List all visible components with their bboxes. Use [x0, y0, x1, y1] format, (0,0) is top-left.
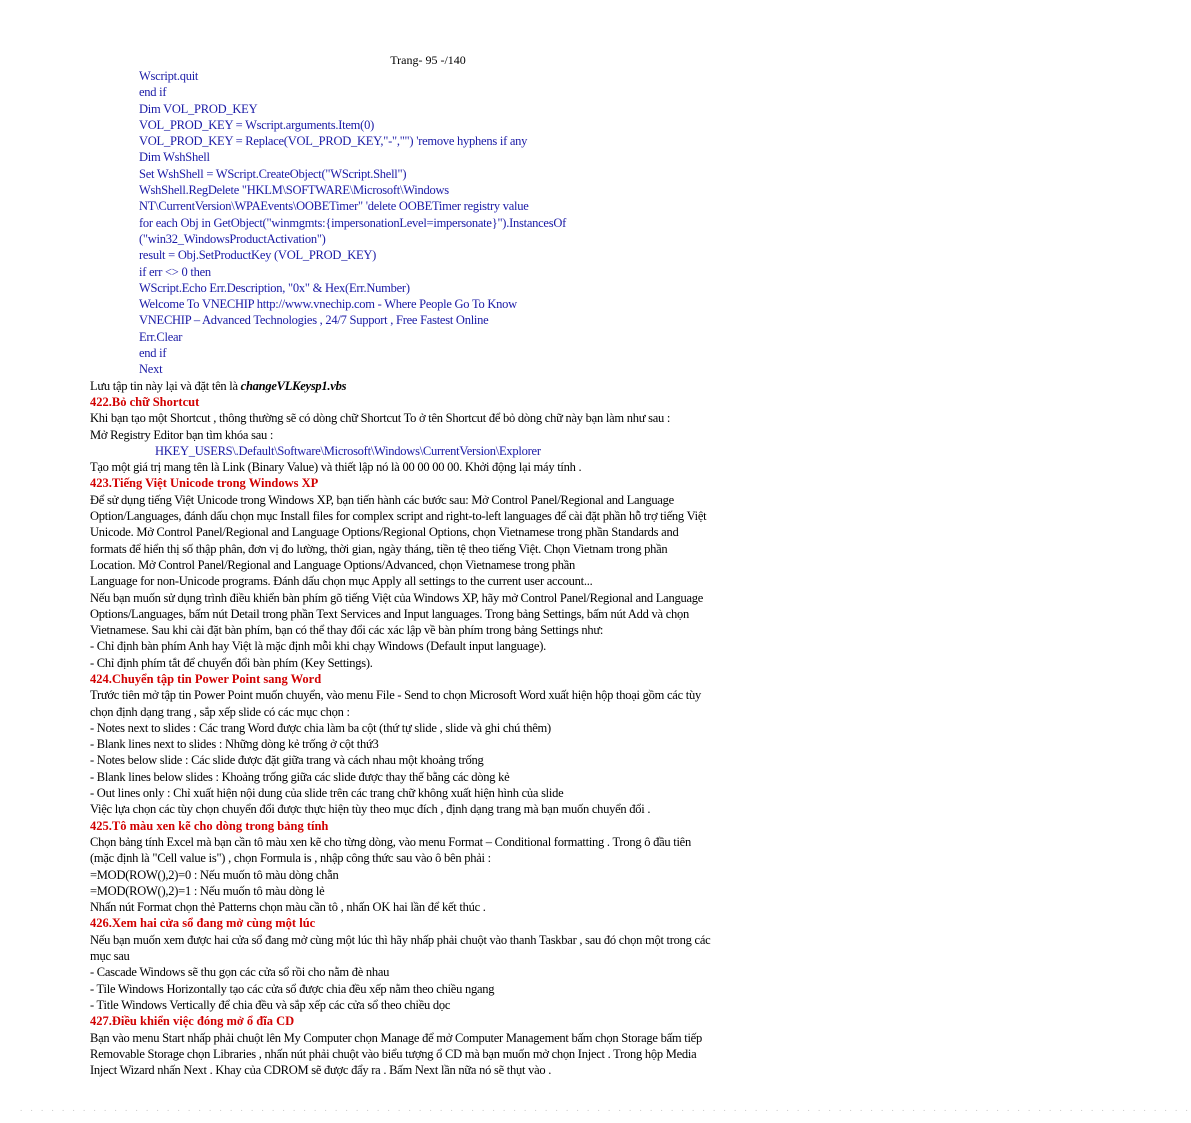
save-note: [90, 378, 796, 394]
section-424-line: - Out lines only : Chỉ xuất hiện nội dung của slide trên các trang chữ không xuất hiện hình của slide: [90, 786, 564, 801]
section-425-line: Nhấn nút Format chọn thẻ Patterns chọn màu cần tô , nhấn OK hai lần để kết thúc .: [90, 900, 486, 915]
code-line: VOL_PROD_KEY = Wscript.arguments.Item(0): [139, 117, 374, 132]
code-line: Dim VOL_PROD_KEY: [139, 101, 258, 116]
section-426-line: - Tile Windows Horizontally tạo các cửa sổ được chia đều xếp nằm theo chiều ngang: [90, 981, 495, 996]
code-line: ("win32_WindowsProductActivation"): [139, 231, 326, 246]
code-line: if err <> 0 then: [139, 264, 211, 279]
section-426-line: - Cascade Windows sẽ thu gọn các cửa sổ rồi cho nằm đè nhau: [90, 965, 390, 980]
section-426-line: - Title Windows Vertically để chia đều và sắp xếp các cửa sổ theo chiều dọc: [90, 997, 451, 1012]
code-line: WshShell.RegDelete "HKLM\SOFTWARE\Microsoft\Windows: [139, 183, 449, 198]
section-422-title: 422.Bỏ chữ Shortcut: [90, 394, 200, 409]
section-423-line: - Chỉ định phím tắt để chuyển đổi bàn phím (Key Settings).: [90, 655, 373, 670]
formula-line: =MOD(ROW(),2)=1 : Nếu muốn tô màu dòng lẻ: [90, 883, 325, 898]
save-note-filename: changeVLKeysp1.vbs: [240, 378, 347, 393]
section-423-line: Option/Languages, đánh dấu chọn mục Install files for complex script and right-to-left languages để cài đặt phần hỗ trợ tiếng Việt: [90, 509, 707, 524]
section-424-line: Việc lựa chọn các tùy chọn chuyển đổi được thực hiện tùy theo mục đích , định dạng trang mà bạn muốn chuyển đổi .: [90, 802, 651, 817]
section-424-line: - Notes next to slides : Các trang Word được chia làm ba cột (thứ tự slide , slide và ghi chú thêm): [90, 720, 551, 735]
section-425-line: Chọn bảng tính Excel mà bạn cần tô màu xen kẽ cho từng dòng, vào menu Format – Conditional formatting . Trong ô đầu tiên: [90, 834, 691, 849]
section-423-line: - Chỉ định bàn phím Anh hay Việt là mặc định mỗi khi chạy Windows (Default input language).: [90, 639, 547, 654]
section-424-line: chọn định dạng trang , sắp xếp slide có các mục chọn :: [90, 704, 350, 719]
code-line: for each Obj in GetObject("winmgmts:{impersonationLevel=impersonate}").InstancesOf: [139, 215, 567, 230]
section-422-line: Mở Registry Editor bạn tìm khóa sau :: [90, 427, 274, 442]
save-note-text: Lưu tập tin này lại và đặt tên là: [90, 378, 241, 393]
code-line: Welcome To VNECHIP http://www.vnechip.com - Where People Go To Know: [139, 297, 517, 312]
code-line: Wscript.quit: [139, 69, 199, 83]
section-423-line: Vietnamese. Sau khi cài đặt bàn phím, bạn có thể thay đổi các xác lập về bàn phím trong bảng Settings như:: [90, 623, 604, 638]
code-line: end if: [139, 346, 167, 361]
section-423-line: Để sử dụng tiếng Việt Unicode trong Windows XP, bạn tiến hành các bước sau: Mở Control Panel/Regional and Language: [90, 492, 674, 507]
section-423-line: Location. Mở Control Panel/Regional and Language Options/Advanced, chọn Vietnamese trong phần: [90, 557, 576, 572]
page-bottom-dotted-border: . . . . . . . . . . . . . . . . . . . . . . . . . . . . . . . . . . . . . . . . . . . . . . . . . . . . . . . . . . . . . . . . . . . . . . . . . . . . . . . . . . . . . . . . . . . . . . . . . . . . . . . . . . . . . . . .: [20, 1103, 1191, 1113]
code-line: NT\CurrentVersion\WPAEvents\OOBETimer" 'delete OOBETimer registry value: [139, 199, 529, 214]
section-423-title: 423.Tiếng Việt Unicode trong Windows XP: [90, 476, 319, 491]
section-423-line: Unicode. Mở Control Panel/Regional and Language Options/Regional Options, chọn Vietnamese trong phần Standards and: [90, 525, 679, 540]
code-line: result = Obj.SetProductKey (VOL_PROD_KEY): [139, 248, 377, 263]
section-426-line: Nếu bạn muốn xem được hai cửa sổ đang mở cùng một lúc thì hãy nhấp phải chuột vào thanh Taskbar , sau đó chọn một trong các: [90, 932, 711, 947]
code-line: VOL_PROD_KEY = Replace(VOL_PROD_KEY,"-","") 'remove hyphens if any: [139, 134, 528, 149]
code-line: end if: [139, 85, 167, 100]
section-423-line: formats để hiển thị số thập phân, đơn vị đo lường, thời gian, ngày tháng, tiền tệ theo tiếng Việt. Chọn Vietnam trong phần: [90, 541, 668, 556]
section-425-title: 425.Tô màu xen kẽ cho dòng trong bảng tính: [90, 818, 329, 833]
section-424-line: - Notes below slide : Các slide được đặt giữa trang và cách nhau một khoảng trống: [90, 753, 484, 768]
section-424-line: Trước tiên mở tập tin Power Point muốn chuyển, vào menu File - Send to chọn Microsoft Word xuất hiện hộp thoại gồm các tùy: [90, 688, 701, 703]
code-line: VNECHIP – Advanced Technologies , 24/7 Support , Free Fastest Online: [139, 313, 489, 328]
section-427-title: 427.Điều khiển việc đóng mở ổ đĩa CD: [90, 1014, 295, 1029]
section-423-line: Options/Languages, bấm nút Detail trong phần Text Services and Input languages. Trong bảng Settings, bấm nút Add và chọn: [90, 606, 690, 621]
section-424-title: 424.Chuyển tập tin Power Point sang Word: [90, 671, 322, 686]
code-line: Dim WshShell: [139, 150, 210, 165]
code-line: WScript.Echo Err.Description, "0x" & Hex(Err.Number): [139, 280, 410, 295]
section-425-line: (mặc định là "Cell value is") , chọn Formula is , nhập công thức sau vào ô bên phải :: [90, 851, 491, 866]
section-426-title: 426.Xem hai cửa sổ đang mở cùng một lúc: [90, 916, 316, 931]
section-427-line: Removable Storage chọn Libraries , nhấn nút phải chuột vào biểu tượng ổ CD mà bạn muốn mở chọn Inject . Trong hộp Media: [90, 1046, 697, 1061]
section-423-line: Nếu bạn muốn sử dụng trình điều khiển bàn phím gõ tiếng Việt của Windows XP, hãy mở Control Panel/Regional and Language: [90, 590, 704, 605]
section-423-line: Language for non-Unicode programs. Đánh dấu chọn mục Apply all settings to the current user account...: [90, 574, 593, 589]
section-424-line: - Blank lines below slides : Khoảng trống giữa các slide được thay thế bằng các dòng kẻ: [90, 769, 510, 784]
vbscript-code-block: [90, 68, 796, 378]
section-422-line: Tạo một giá trị mang tên là Link (Binary Value) và thiết lập nó là 00 00 00 00. Khởi động lại máy tính .: [90, 460, 582, 475]
section-422-line: Khi bạn tạo một Shortcut , thông thường sẽ có dòng chữ Shortcut To ở tên Shortcut để bỏ dòng chữ này bạn làm như sau :: [90, 411, 671, 426]
section-427-line: Bạn vào menu Start nhấp phải chuột lên My Computer chọn Manage để mở Computer Management bấm chọn Storage bấm tiếp: [90, 1030, 702, 1045]
page-header: Trang- 95 -/140: [390, 53, 466, 67]
code-line: Err.Clear: [139, 329, 183, 344]
section-427-line: Inject Wizard nhấn Next . Khay của CDROM sẽ được đẩy ra . Bấm Next lần nữa nó sẽ thụt vào .: [90, 1063, 552, 1078]
section-424-line: - Blank lines next to slides : Những dòng kẻ trống ở cột thứ3: [90, 737, 379, 752]
formula-line: =MOD(ROW(),2)=0 : Nếu muốn tô màu dòng chẵn: [90, 867, 339, 882]
section-426-line: mục sau: [90, 949, 130, 964]
code-line: Set WshShell = WScript.CreateObject("WScript.Shell"): [139, 166, 407, 181]
page-content: [90, 68, 796, 1078]
code-line: Next: [139, 362, 163, 377]
registry-path: HKEY_USERS\.Default\Software\Microsoft\Windows\CurrentVersion\Explorer: [155, 443, 541, 458]
